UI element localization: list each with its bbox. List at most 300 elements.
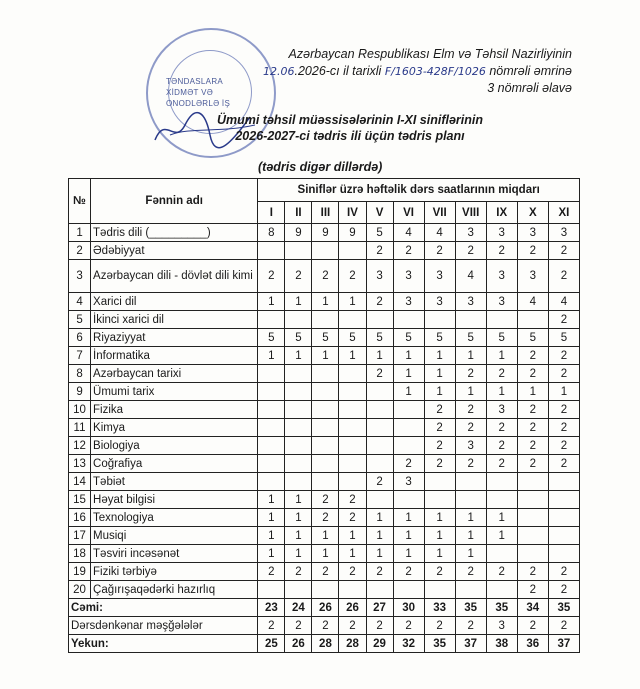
hours-cell [339, 401, 366, 419]
hours-cell [258, 437, 285, 455]
hours-cell [366, 455, 393, 473]
hours-cell: 1 [424, 383, 455, 401]
hours-cell [424, 491, 455, 509]
hours-cell [312, 419, 339, 437]
header-date-text: .2026-cı il tarixli [294, 64, 382, 78]
hours-cell [312, 455, 339, 473]
subject-name: Coğrafiya [91, 455, 258, 473]
summary-cell: 2 [339, 617, 366, 635]
hours-cell: 3 [517, 224, 548, 242]
hours-cell: 2 [366, 473, 393, 491]
summary-cell: 3 [486, 617, 517, 635]
hours-cell [285, 581, 312, 599]
hours-cell: 2 [424, 563, 455, 581]
hours-cell: 1 [424, 545, 455, 563]
subject-name: Kimya [91, 419, 258, 437]
hours-cell: 1 [366, 347, 393, 365]
summary-cell: 28 [339, 635, 366, 653]
hours-cell [285, 455, 312, 473]
hours-cell: 2 [424, 419, 455, 437]
hours-cell: 1 [424, 365, 455, 383]
hours-cell: 2 [312, 563, 339, 581]
hours-cell: 3 [424, 293, 455, 311]
hours-cell: 1 [285, 545, 312, 563]
subject-name: Həyat bilgisi [91, 491, 258, 509]
hours-cell: 2 [393, 242, 424, 260]
hours-cell: 2 [548, 365, 579, 383]
hours-cell: 1 [339, 347, 366, 365]
hours-cell [258, 383, 285, 401]
curriculum-table [68, 178, 580, 653]
hours-cell: 2 [486, 419, 517, 437]
hours-cell: 2 [548, 581, 579, 599]
summary-cell: 35 [424, 635, 455, 653]
hours-cell: 2 [393, 455, 424, 473]
row-number: 20 [69, 581, 91, 599]
row-number: 18 [69, 545, 91, 563]
hours-cell: 1 [366, 527, 393, 545]
hours-cell: 1 [258, 545, 285, 563]
hours-cell: 1 [393, 383, 424, 401]
hours-cell [285, 383, 312, 401]
grade-header: IX [486, 202, 517, 224]
table-row [69, 581, 580, 599]
hours-cell: 5 [366, 224, 393, 242]
title-line-1: Ümumi təhsil müəssisələrinin I-XI siniflərinin [216, 113, 484, 127]
hours-cell: 1 [339, 293, 366, 311]
hours-cell [393, 581, 424, 599]
hours-cell: 5 [366, 329, 393, 347]
hours-cell: 3 [486, 224, 517, 242]
hours-cell: 1 [258, 347, 285, 365]
hours-cell [312, 581, 339, 599]
subject-name: İnformatika [91, 347, 258, 365]
hours-cell: 2 [285, 563, 312, 581]
hours-cell [455, 581, 486, 599]
row-number: 10 [69, 401, 91, 419]
title-line-2: 2026-2027-ci tədris ili üçün tədris planı [235, 129, 465, 143]
grade-header: IV [339, 202, 366, 224]
column-header-subject: Fənnin adı [91, 179, 258, 224]
header-order-text: nömrəli əmrinə [489, 64, 572, 78]
hours-cell: 2 [258, 260, 285, 293]
summary-cell: 29 [366, 635, 393, 653]
hours-cell: 1 [312, 545, 339, 563]
hours-cell: 2 [366, 242, 393, 260]
subject-name: Riyaziyyat [91, 329, 258, 347]
hours-cell: 1 [393, 527, 424, 545]
summary-cell: 32 [393, 635, 424, 653]
summary-cell: 34 [517, 599, 548, 617]
row-number: 2 [69, 242, 91, 260]
hours-cell: 2 [548, 347, 579, 365]
hours-cell [285, 242, 312, 260]
hours-cell: 1 [393, 545, 424, 563]
hours-cell: 3 [455, 224, 486, 242]
hours-cell: 4 [517, 293, 548, 311]
hours-cell: 1 [455, 509, 486, 527]
hours-cell: 2 [548, 242, 579, 260]
hours-cell: 2 [455, 401, 486, 419]
table-row [69, 347, 580, 365]
hours-cell: 2 [548, 563, 579, 581]
hours-cell: 1 [486, 527, 517, 545]
hours-cell: 2 [424, 455, 455, 473]
hours-cell: 1 [455, 527, 486, 545]
hours-cell: 5 [393, 329, 424, 347]
hours-cell: 5 [517, 329, 548, 347]
hours-cell [517, 527, 548, 545]
grade-header: II [285, 202, 312, 224]
hours-cell: 5 [339, 329, 366, 347]
table-row [69, 419, 580, 437]
hours-cell [517, 311, 548, 329]
hours-cell: 1 [366, 545, 393, 563]
hours-cell: 2 [517, 401, 548, 419]
hours-cell: 4 [455, 260, 486, 293]
grade-header: VI [393, 202, 424, 224]
hours-cell: 2 [517, 563, 548, 581]
table-row [69, 563, 580, 581]
summary-label: Dərsdənkənar məşğələlər [69, 617, 258, 635]
summary-cell: 2 [424, 617, 455, 635]
hours-cell [258, 401, 285, 419]
row-number: 3 [69, 260, 91, 293]
hours-cell: 2 [517, 581, 548, 599]
hours-cell: 8 [258, 224, 285, 242]
hours-cell: 1 [517, 383, 548, 401]
hours-cell [393, 311, 424, 329]
document-title [200, 112, 500, 144]
hours-cell [312, 437, 339, 455]
hours-cell: 2 [285, 260, 312, 293]
hours-cell: 2 [548, 401, 579, 419]
hours-cell: 2 [486, 242, 517, 260]
hours-cell [393, 401, 424, 419]
row-number: 19 [69, 563, 91, 581]
table-row [69, 491, 580, 509]
hours-cell: 5 [312, 329, 339, 347]
hours-cell: 2 [366, 365, 393, 383]
hours-cell: 2 [548, 419, 579, 437]
hours-cell: 2 [548, 455, 579, 473]
grade-header: VIII [455, 202, 486, 224]
summary-cell: 26 [339, 599, 366, 617]
hours-cell [517, 473, 548, 491]
document-subtitle: (tədris digər dillərdə) [258, 160, 383, 174]
hours-cell: 2 [258, 563, 285, 581]
hours-cell [548, 509, 579, 527]
hours-cell [285, 473, 312, 491]
hours-cell: 2 [366, 563, 393, 581]
hours-cell: 1 [285, 293, 312, 311]
summary-cell: 23 [258, 599, 285, 617]
hours-cell [424, 311, 455, 329]
hours-cell [548, 473, 579, 491]
summary-label: Cəmi: [69, 599, 258, 617]
hours-cell [339, 437, 366, 455]
subject-name: Təsviri incəsənət [91, 545, 258, 563]
hours-cell: 2 [339, 563, 366, 581]
hours-cell: 3 [486, 401, 517, 419]
summary-cell: 27 [366, 599, 393, 617]
handwritten-number: F/1603-428F/1026 [384, 65, 486, 78]
hours-cell: 9 [312, 224, 339, 242]
hours-cell: 3 [548, 224, 579, 242]
subject-name: Tədris dili (_________) [91, 224, 258, 242]
hours-cell: 2 [424, 437, 455, 455]
hours-cell: 2 [548, 311, 579, 329]
hours-cell [517, 491, 548, 509]
hours-cell [548, 545, 579, 563]
hours-cell: 1 [455, 545, 486, 563]
hours-cell [455, 311, 486, 329]
hours-cell: 3 [366, 260, 393, 293]
grade-header: III [312, 202, 339, 224]
hours-cell: 5 [258, 329, 285, 347]
hours-cell [285, 365, 312, 383]
hours-cell: 1 [285, 347, 312, 365]
hours-cell: 2 [312, 491, 339, 509]
hours-cell: 1 [312, 293, 339, 311]
subject-name: Azərbaycan tarixi [91, 365, 258, 383]
subject-name: Azərbaycan dili - dövlət dili kimi [91, 260, 258, 293]
subject-name: Çağırışaqədərki hazırlıq [91, 581, 258, 599]
hours-cell: 1 [339, 527, 366, 545]
summary-cell: 2 [517, 617, 548, 635]
hours-cell [424, 581, 455, 599]
summary-cell: 2 [548, 617, 579, 635]
hours-cell: 1 [339, 545, 366, 563]
hours-cell [258, 242, 285, 260]
hours-cell: 2 [339, 260, 366, 293]
hours-cell [393, 491, 424, 509]
hours-cell [517, 509, 548, 527]
grade-header: V [366, 202, 393, 224]
row-number: 4 [69, 293, 91, 311]
hours-cell: 2 [455, 242, 486, 260]
row-number: 14 [69, 473, 91, 491]
subject-name: Texnologiya [91, 509, 258, 527]
table-row [69, 224, 580, 242]
hours-cell: 2 [486, 437, 517, 455]
summary-cell: 33 [424, 599, 455, 617]
row-number: 8 [69, 365, 91, 383]
hours-cell: 1 [258, 293, 285, 311]
hours-cell [393, 437, 424, 455]
handwritten-date: 12.06 [262, 65, 295, 78]
hours-cell: 4 [393, 224, 424, 242]
hours-cell: 1 [486, 347, 517, 365]
row-number: 12 [69, 437, 91, 455]
hours-cell: 1 [285, 527, 312, 545]
hours-cell: 1 [393, 509, 424, 527]
hours-cell [339, 419, 366, 437]
hours-cell: 1 [285, 491, 312, 509]
summary-cell: 26 [285, 635, 312, 653]
summary-label: Yekun: [69, 635, 258, 653]
hours-cell [312, 365, 339, 383]
hours-cell [548, 527, 579, 545]
hours-cell: 3 [393, 260, 424, 293]
summary-cell: 2 [455, 617, 486, 635]
summary-cell: 2 [312, 617, 339, 635]
hours-cell [339, 455, 366, 473]
hours-cell [366, 401, 393, 419]
hours-cell: 1 [285, 509, 312, 527]
column-header-number: № [69, 179, 91, 224]
subject-name: Ədəbiyyat [91, 242, 258, 260]
grade-header: VII [424, 202, 455, 224]
hours-cell: 3 [424, 260, 455, 293]
hours-cell: 4 [424, 224, 455, 242]
row-number: 11 [69, 419, 91, 437]
hours-cell [285, 437, 312, 455]
hours-cell: 2 [366, 293, 393, 311]
hours-cell: 1 [486, 509, 517, 527]
grade-header: I [258, 202, 285, 224]
summary-cell: 24 [285, 599, 312, 617]
hours-cell [285, 419, 312, 437]
hours-cell [258, 419, 285, 437]
header-line-1: Azərbaycan Respublikası Elm və Təhsil Nazirliyinin [288, 47, 572, 61]
stamp-line: ONODLƏRLƏ İŞ [166, 99, 231, 108]
column-header-group: Siniflər üzrə həftəlik dərs saatlarının miqdarı [258, 179, 580, 202]
hours-cell: 5 [424, 329, 455, 347]
subject-name: Xarici dil [91, 293, 258, 311]
subject-name: Təbiət [91, 473, 258, 491]
hours-cell: 2 [339, 491, 366, 509]
hours-cell [312, 383, 339, 401]
grade-header: XI [548, 202, 579, 224]
hours-cell [393, 419, 424, 437]
hours-cell: 1 [424, 509, 455, 527]
hours-cell: 1 [258, 509, 285, 527]
hours-cell: 1 [258, 527, 285, 545]
hours-cell [486, 491, 517, 509]
summary-cell: 30 [393, 599, 424, 617]
hours-cell: 2 [517, 437, 548, 455]
subject-name: Fiziki tərbiyə [91, 563, 258, 581]
hours-cell: 2 [455, 365, 486, 383]
hours-cell [312, 473, 339, 491]
hours-cell: 2 [486, 455, 517, 473]
hours-cell: 4 [548, 293, 579, 311]
hours-cell: 2 [312, 260, 339, 293]
hours-cell [339, 581, 366, 599]
table-row [69, 365, 580, 383]
hours-cell [258, 455, 285, 473]
hours-cell: 1 [455, 383, 486, 401]
hours-cell: 3 [393, 473, 424, 491]
table-row [69, 509, 580, 527]
hours-cell: 2 [424, 401, 455, 419]
subject-name: Ümumi tarix [91, 383, 258, 401]
hours-cell: 3 [517, 260, 548, 293]
table-row [69, 260, 580, 293]
table-row [69, 455, 580, 473]
table-row [69, 383, 580, 401]
table-row [69, 401, 580, 419]
hours-cell [424, 473, 455, 491]
subject-name: Fizika [91, 401, 258, 419]
table-row [69, 311, 580, 329]
hours-cell [258, 473, 285, 491]
hours-cell: 1 [312, 347, 339, 365]
hours-cell [339, 473, 366, 491]
hours-cell: 2 [424, 242, 455, 260]
hours-cell: 5 [285, 329, 312, 347]
hours-cell: 1 [258, 491, 285, 509]
hours-cell [366, 419, 393, 437]
hours-cell: 2 [517, 365, 548, 383]
summary-row [69, 617, 580, 635]
summary-cell: 2 [285, 617, 312, 635]
hours-cell: 2 [517, 455, 548, 473]
table-row [69, 329, 580, 347]
row-number: 7 [69, 347, 91, 365]
hours-cell: 2 [517, 242, 548, 260]
table-row [69, 473, 580, 491]
table-row [69, 293, 580, 311]
summary-cell: 2 [366, 617, 393, 635]
document-header [242, 46, 572, 97]
hours-cell [455, 473, 486, 491]
hours-cell [258, 581, 285, 599]
hours-cell [366, 491, 393, 509]
summary-cell: 35 [548, 599, 579, 617]
hours-cell: 1 [312, 527, 339, 545]
summary-cell: 37 [548, 635, 579, 653]
summary-cell: 2 [393, 617, 424, 635]
subject-name: İkinci xarici dil [91, 311, 258, 329]
hours-cell: 2 [517, 419, 548, 437]
hours-cell [339, 311, 366, 329]
header-line-2 [242, 63, 572, 80]
table-row [69, 242, 580, 260]
hours-cell: 1 [424, 347, 455, 365]
hours-cell [366, 311, 393, 329]
hours-cell [339, 383, 366, 401]
hours-cell: 1 [548, 383, 579, 401]
stamp-line: XİDMƏT VƏ [166, 88, 214, 97]
row-number: 6 [69, 329, 91, 347]
row-number: 13 [69, 455, 91, 473]
hours-cell: 2 [312, 509, 339, 527]
hours-cell: 1 [366, 509, 393, 527]
hours-cell [486, 473, 517, 491]
hours-cell [366, 581, 393, 599]
hours-cell [486, 545, 517, 563]
hours-cell: 1 [486, 383, 517, 401]
hours-cell: 1 [424, 527, 455, 545]
hours-cell [258, 311, 285, 329]
hours-cell [258, 365, 285, 383]
hours-cell: 2 [486, 365, 517, 383]
hours-cell: 5 [455, 329, 486, 347]
subject-name: Biologiya [91, 437, 258, 455]
hours-cell: 1 [393, 347, 424, 365]
hours-cell [312, 401, 339, 419]
row-number: 5 [69, 311, 91, 329]
hours-cell [285, 401, 312, 419]
hours-cell: 5 [548, 329, 579, 347]
hours-cell: 2 [455, 419, 486, 437]
summary-row [69, 635, 580, 653]
hours-cell: 1 [393, 365, 424, 383]
hours-cell: 2 [339, 509, 366, 527]
hours-cell [486, 581, 517, 599]
